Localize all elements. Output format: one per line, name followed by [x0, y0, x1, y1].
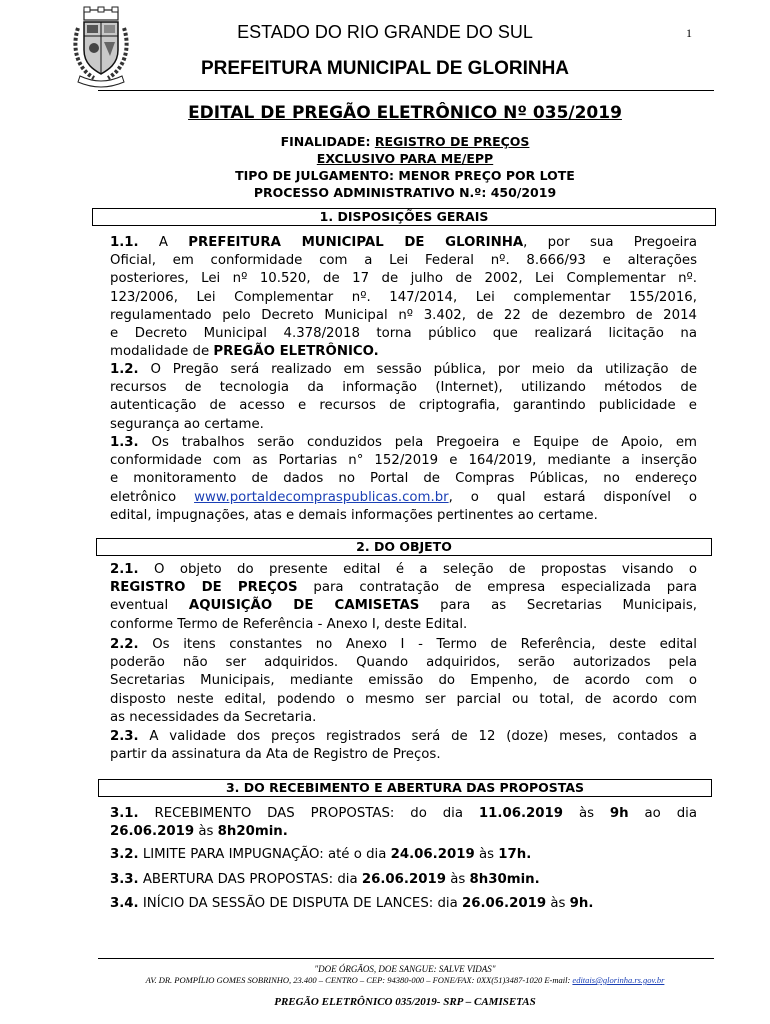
text-line: posteriores, Lei nº 10.520, de 17 de julho de 2002, Lei Complementar nº.: [110, 271, 697, 287]
text-line: Secretarias Municipais, mediante emissão do Empenho, de acordo com o: [110, 673, 697, 689]
exclusivo-line: [0, 151, 770, 166]
finalidade-value: REGISTRO DE PREÇOS: [374, 134, 530, 149]
text-line: edital, impugnações, atas e demais informações pertinentes ao certame.: [110, 507, 598, 523]
text: ao dia: [628, 806, 697, 821]
time-text: 8h30min.: [469, 872, 540, 887]
paragraph-number: 2.3.: [110, 729, 139, 744]
finalidade-line: [0, 134, 770, 149]
text: INÍCIO DA SESSÃO DE DISPUTA DE LANCES: dia: [138, 896, 462, 911]
text: para as Secretarias Municipais,: [419, 598, 698, 614]
text-line: e Decreto Municipal 4.378/2018 torna público que realizará licitação na: [110, 326, 697, 342]
header-divider: [98, 90, 714, 91]
paragraph-number: 2.2.: [110, 637, 139, 652]
julgamento-line: TIPO DE JULGAMENTO: MENOR PREÇO POR LOTE: [235, 168, 575, 183]
section-2-heading: 2. DO OBJETO: [96, 538, 712, 556]
text: RECEBIMENTO DAS PROPOSTAS: do dia: [138, 806, 479, 821]
date-text: 11.06.2019: [478, 806, 564, 821]
text-line: conformidade com as Portarias n° 152/2019 e 164/2019, mediante a inserção: [110, 453, 697, 469]
footer-slogan: "DOE ÓRGÃOS, DOE SANGUE: SALVE VIDAS": [314, 964, 496, 974]
text: às: [563, 806, 610, 821]
footer-address: [0, 975, 770, 985]
text-line: 123/2006, Lei Complementar nº. 147/2014, Lei complementar 155/2016,: [110, 289, 697, 305]
section-3-heading: 3. DO RECEBIMENTO E ABERTURA DAS PROPOSTAS: [98, 779, 712, 797]
text: modalidade de: [110, 344, 214, 360]
date-text: 26.06.2019: [461, 896, 547, 911]
item-3-1: [110, 805, 697, 841]
state-name: ESTADO DO RIO GRANDE DO SUL: [237, 22, 533, 42]
section-1-heading: 1. DISPOSIÇÕES GERAIS: [92, 208, 716, 226]
email-link[interactable]: editais@glorinha.rs.gov.br: [572, 975, 665, 985]
date-text: 24.06.2019: [390, 847, 475, 862]
text: às: [194, 824, 218, 840]
item-number: 3.3.: [110, 872, 139, 887]
time-text: 9h: [609, 806, 629, 821]
processo-line: PROCESSO ADMINISTRATIVO N.º: 450/2019: [253, 185, 557, 200]
text: Os trabalhos serão conduzidos pela Pregoeira e Equipe de Apoio, em: [138, 435, 697, 450]
paragraph-2-1: [110, 561, 697, 634]
emphasis-text: PREGÃO ELETRÔNICO.: [213, 344, 379, 360]
paragraph-number: 1.1.: [110, 235, 139, 250]
item-number: 3.1.: [110, 806, 139, 821]
text-line: segurança ao certame.: [110, 416, 264, 432]
paragraph-number: 1.2.: [110, 362, 139, 377]
text: eletrônico: [110, 489, 195, 505]
text-line: as necessidades da Secretaria.: [110, 709, 317, 725]
text: O Pregão será realizado em sessão pública, por meio da utilização de: [138, 362, 697, 377]
text-line: regulamentado pelo Decreto Municipal nº 3.402, de 22 de dezembro de 2014: [110, 307, 697, 323]
text: às: [546, 896, 570, 911]
text: , o qual estará disponível o: [448, 489, 697, 505]
item-number: 3.4.: [110, 896, 139, 911]
text: eventual: [110, 598, 189, 614]
item-3-3: [110, 871, 697, 889]
date-text: 26.06.2019: [110, 824, 195, 840]
text-line: disposto neste edital, podendo o mesmo ser parcial ou total, de acordo com: [110, 691, 697, 707]
text-line: recursos de tecnologia da informação (Internet), utilizando métodos de: [110, 380, 697, 396]
text-line: conforme Termo de Referência - Anexo I, deste Edital.: [110, 616, 468, 632]
paragraph-2-3: [110, 728, 697, 764]
emphasis-text: REGISTRO DE PREÇOS: [110, 580, 298, 596]
text: para contratação de empresa especializada para: [297, 580, 697, 596]
text: Os itens constantes no Anexo I - Termo de Referência, deste edital: [138, 637, 697, 652]
text-line: autenticação de acesso e recursos de criptografia, garantindo publicidade e: [110, 398, 697, 414]
text: A validade dos preços registrados será de 12 (doze) meses, contados a: [138, 729, 697, 744]
text: LIMITE PARA IMPUGNAÇÃO: até o dia: [138, 847, 391, 862]
paragraph-number: 1.3.: [110, 435, 139, 450]
time-text: 9h.: [569, 896, 594, 911]
time-text: 17h.: [498, 847, 532, 862]
date-text: 26.06.2019: [361, 872, 446, 887]
paragraph-1-2: [110, 361, 697, 434]
item-number: 3.2.: [110, 847, 139, 862]
text: às: [446, 872, 470, 887]
text-line: poderão não ser adquiridos. Quando adquiridos, serão autorizados pela: [110, 655, 697, 671]
portal-link[interactable]: www.portaldecompraspublicas.com.br: [194, 489, 449, 505]
text: A: [138, 235, 189, 250]
item-3-4: [110, 895, 697, 913]
footer-document-title: PREGÃO ELETRÔNICO 035/2019- SRP – CAMISETAS: [274, 996, 536, 1008]
item-3-2: [110, 846, 697, 864]
paragraph-number: 2.1.: [110, 562, 139, 577]
text-line: partir da assinatura da Ata de Registro de Preços.: [110, 747, 441, 763]
time-text: 8h20min.: [217, 824, 288, 840]
paragraph-1-1: [110, 234, 697, 361]
address-text: AV. DR. POMPÍLIO GOMES SOBRINHO, 23.400 – CENTRO – CEP: 94380-000 – FONE/FAX: 0XX(51)3487-1020 E-mail:: [145, 975, 573, 985]
text: às: [474, 847, 499, 862]
edital-title: EDITAL DE PREGÃO ELETRÔNICO Nº 035/2019: [188, 103, 622, 123]
page-number: 1: [686, 26, 692, 40]
finalidade-label: FINALIDADE:: [280, 134, 375, 149]
exclusivo-text: EXCLUSIVO PARA ME/EPP: [316, 151, 494, 166]
emphasis-text: AQUISIÇÃO DE CAMISETAS: [188, 598, 420, 614]
text: O objeto do presente edital é a seleção de propostas visando o: [138, 562, 697, 577]
text: ABERTURA DAS PROPOSTAS: dia: [138, 872, 362, 887]
emphasis-text: PREFEITURA MUNICIPAL DE GLORINHA: [188, 235, 524, 250]
paragraph-1-3: [110, 434, 697, 525]
text-line: e monitoramento de dados no Portal de Compras Públicas, no endereço: [110, 471, 697, 487]
text-line: Oficial, em conformidade com a Lei Federal nº. 8.666/93 e alterações: [110, 253, 697, 269]
footer-divider: [98, 958, 714, 959]
paragraph-2-2: [110, 636, 697, 727]
prefeitura-name: PREFEITURA MUNICIPAL DE GLORINHA: [200, 58, 570, 79]
text: , por sua Pregoeira: [523, 235, 697, 250]
